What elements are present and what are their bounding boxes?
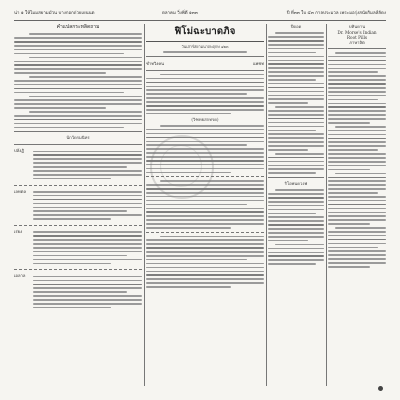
subhead-row: [146, 60, 264, 67]
faded-stamp-mark: [160, 145, 202, 187]
header-right: ปี ที่๓๓ ใบ ๔๓ กาลประมวล เพระมอรุ่งสนัยกิมลส์ลัดง: [286, 11, 386, 16]
column-4-heading: บทินดาน: [348, 24, 366, 29]
article-block: [14, 273, 142, 310]
article-label: เร่ยง: [14, 229, 23, 235]
section-title: ริโอพนดวงฟ: [284, 180, 308, 186]
masthead-title: ฟิโม่ฉะบาดภิจ: [146, 24, 264, 42]
column-4: [328, 24, 386, 386]
header-left: น่า ๑ ให้ไมมสยามมัวน บางกอกถ่วยเยนนต: [14, 11, 95, 16]
column-3: [268, 24, 324, 386]
article-block: [14, 148, 142, 181]
column-3-heading: ปีดอด: [290, 24, 302, 29]
section-title: นักวัดรมนิทร: [66, 135, 90, 141]
column-rule: [266, 24, 267, 386]
column-rule: [144, 24, 145, 386]
header-middle: ตลาคม วิ่งพิ่ดี ๑๓๓: [162, 11, 198, 16]
column-1-heading: คำแปลกระหลิดถาม: [56, 24, 100, 30]
ink-speck: [378, 386, 383, 391]
advert-title-line: Root Pills: [346, 35, 368, 40]
article-block: [14, 229, 142, 266]
article-block: [14, 189, 142, 222]
column-rule: [326, 24, 327, 386]
subhead-right: แพชท: [252, 60, 264, 66]
article-label: เอลาล: [14, 273, 26, 279]
subhead-left: ชำทวิงคน: [146, 60, 165, 66]
advert-title-line: Dr. Morse's Indian: [337, 30, 377, 35]
running-header: [14, 8, 386, 21]
masthead-subtitle: วันเสาร์สยามนาถพฤกษ ๑๒๓: [181, 44, 229, 49]
article-label: เลทตล: [14, 188, 27, 194]
column-1: [14, 24, 142, 386]
column-2: [146, 24, 264, 386]
advert-subtitle: ภาษาลิต: [349, 40, 365, 45]
article-label: ปลังฏิ: [14, 148, 25, 154]
section-title: (วิฑทยสกทรด): [191, 116, 219, 122]
